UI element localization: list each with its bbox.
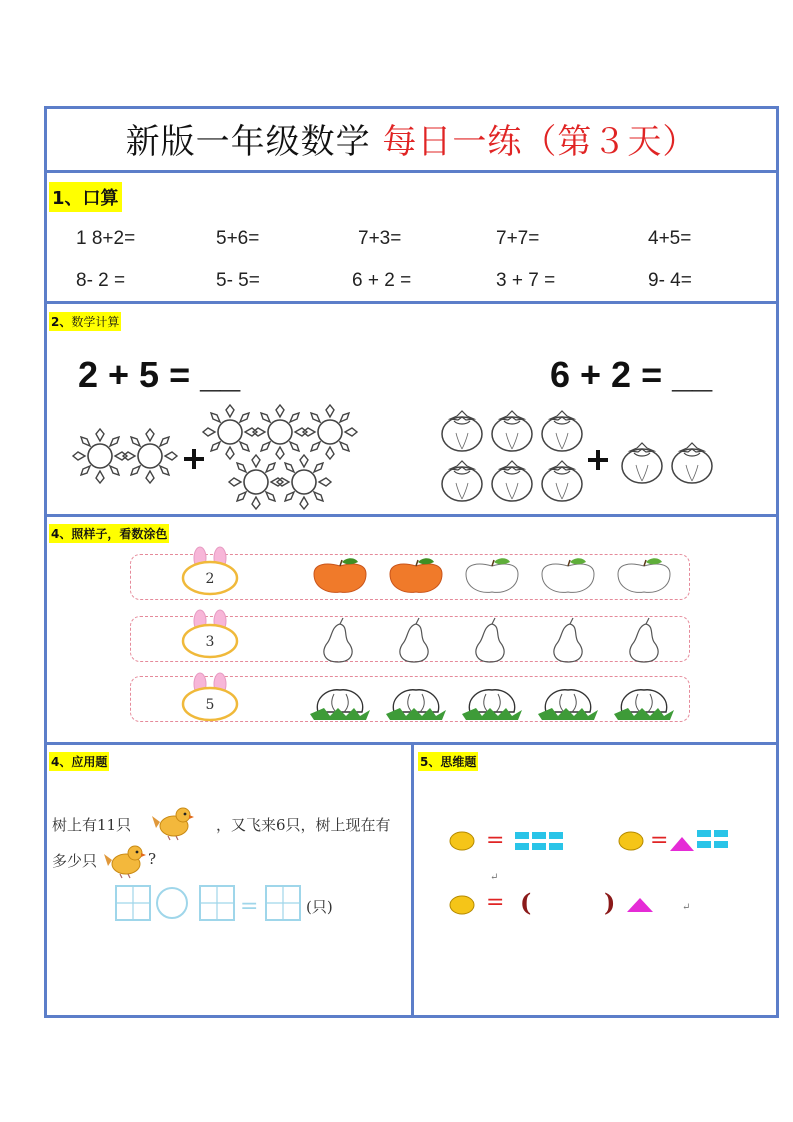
s5-return-mark-1: ↵ bbox=[490, 872, 499, 883]
sun-icon bbox=[73, 429, 127, 483]
section2-label bbox=[49, 312, 121, 331]
s4-question-mark: ? bbox=[148, 850, 157, 868]
s2-equation-left: 2 + 5 = __ bbox=[78, 354, 241, 395]
pear-icon bbox=[554, 618, 582, 662]
s4-equals-sign: = bbox=[240, 894, 259, 919]
pear-icon bbox=[630, 618, 658, 662]
s4-text-line1b: ，又飞来6只，树上现在有 bbox=[216, 816, 391, 834]
sun-icon bbox=[123, 429, 177, 483]
s2-equation-right: 6 + 2 = __ bbox=[550, 354, 713, 395]
tomato-icon bbox=[672, 443, 712, 483]
s5-paren-open: ( bbox=[520, 888, 532, 917]
tomato-icon bbox=[542, 461, 582, 501]
apple-icon bbox=[542, 558, 594, 592]
sun-icon bbox=[203, 405, 257, 459]
s1-eq-2-2: 5- 5= bbox=[216, 270, 260, 291]
magenta-triangle-icon bbox=[627, 898, 653, 912]
row1-number: 2 bbox=[205, 571, 215, 587]
s1-eq-2-5: 9- 4= bbox=[648, 270, 692, 291]
s1-eq-2-3: 6 + 2 = bbox=[352, 270, 412, 291]
yellow-oval-icon bbox=[619, 832, 643, 850]
s4-unit: (只) bbox=[306, 898, 333, 916]
operator-circle[interactable] bbox=[157, 888, 187, 918]
s5-illustrations bbox=[414, 821, 774, 921]
tomato-icon bbox=[442, 461, 482, 501]
magenta-triangle-icon bbox=[670, 837, 694, 851]
section2-label-text: 数学计算 bbox=[71, 315, 120, 329]
s5-equals-2: = bbox=[650, 828, 669, 853]
worksheet bbox=[44, 106, 779, 1018]
section3-label: 4、照样子，看数涂色 bbox=[49, 524, 169, 543]
pear-icon bbox=[324, 618, 352, 662]
divider-s2 bbox=[44, 514, 779, 517]
title-red: 每日一练（第３天） bbox=[382, 122, 698, 162]
s5-return-mark-2: ↵ bbox=[682, 902, 691, 913]
s1-eq-1-3: 7+3= bbox=[358, 228, 402, 249]
melon-icon bbox=[462, 690, 522, 720]
divider-title bbox=[44, 170, 779, 173]
apple-icon bbox=[466, 558, 518, 592]
sun-icon bbox=[277, 455, 331, 509]
s4-text-line2: 多少只 bbox=[52, 852, 98, 870]
s5-paren-close: ) bbox=[604, 888, 616, 917]
bird-icon bbox=[104, 846, 146, 878]
divider-s1 bbox=[44, 301, 779, 304]
section4-label: 4、应用题 bbox=[49, 752, 109, 771]
bird-icon bbox=[152, 808, 194, 840]
melon-icon bbox=[310, 690, 370, 720]
tomato-icon bbox=[442, 411, 482, 451]
row2-number: 3 bbox=[205, 634, 215, 650]
melon-icon bbox=[386, 690, 446, 720]
sun-icon bbox=[253, 405, 307, 459]
yellow-oval-icon bbox=[450, 896, 474, 914]
melon-icon bbox=[538, 690, 598, 720]
pear-icon bbox=[400, 618, 428, 662]
row3-number: 5 bbox=[205, 697, 215, 713]
blue-squares-four-icon bbox=[697, 830, 728, 848]
melon-icon bbox=[614, 690, 674, 720]
s1-eq-1-5: 4+5= bbox=[648, 228, 692, 249]
yellow-oval-icon bbox=[450, 832, 474, 850]
sun-icon bbox=[229, 455, 283, 509]
apple-icon bbox=[390, 558, 442, 592]
tomato-icon bbox=[542, 411, 582, 451]
apple-icon bbox=[618, 558, 670, 592]
s1-eq-1-4: 7+7= bbox=[496, 228, 540, 249]
s5-equals-3: = bbox=[486, 890, 505, 915]
s4-illustrations bbox=[44, 796, 409, 926]
blue-squares-six-icon bbox=[515, 832, 563, 850]
s3-illustrations bbox=[44, 546, 779, 736]
section1-label: 1、口算 bbox=[49, 182, 122, 212]
tomato-icon bbox=[492, 461, 532, 501]
s1-eq-2-1: 8- 2 = bbox=[76, 270, 126, 291]
answer-box[interactable] bbox=[200, 886, 234, 920]
sun-icon bbox=[303, 405, 357, 459]
s5-equals-1: = bbox=[486, 828, 505, 853]
section5-label: 5、思维题 bbox=[418, 752, 478, 771]
s1-eq-1-2: 5+6= bbox=[216, 228, 260, 249]
s4-text-line1a: 树上有11只 bbox=[52, 816, 132, 834]
section2-label-num: 2、 bbox=[51, 315, 72, 329]
plus-sign-right bbox=[588, 450, 608, 470]
answer-box[interactable] bbox=[116, 886, 150, 920]
tomato-icon bbox=[492, 411, 532, 451]
pear-icon bbox=[476, 618, 504, 662]
apple-icon bbox=[314, 558, 366, 592]
s1-eq-2-4: 3 + 7 = bbox=[496, 270, 556, 291]
answer-box[interactable] bbox=[266, 886, 300, 920]
s2-illustrations bbox=[44, 396, 779, 511]
s1-eq-1-1: 1 8+2= bbox=[76, 228, 136, 249]
title-black: 新版一年级数学 bbox=[125, 122, 371, 162]
plus-sign-left bbox=[184, 449, 204, 469]
page-title bbox=[44, 114, 779, 163]
tomato-icon bbox=[622, 443, 662, 483]
